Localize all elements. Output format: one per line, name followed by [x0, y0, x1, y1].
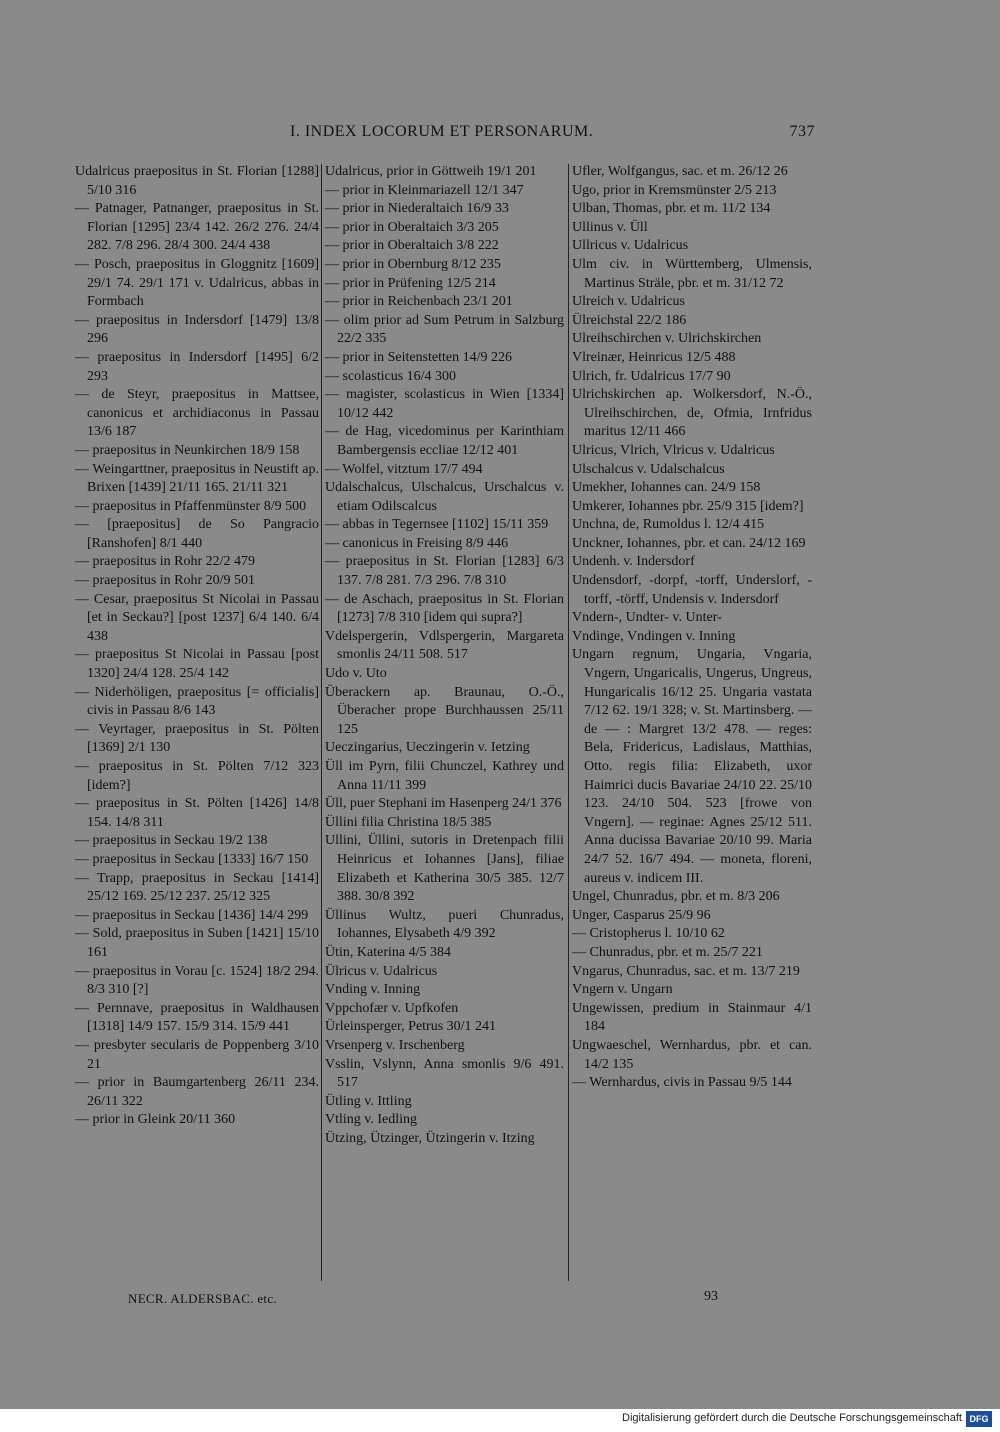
index-entry: — praepositus in Indersdorf [1495] 6/2 293 — [75, 349, 319, 384]
index-entry: Ulrichskirchen ap. Wolkersdorf, N.-Ö., Ulreihschirchen, de, Ofmia, Irnfridus maritus 12/11 466 — [572, 387, 812, 440]
index-entry: Umkerer, Iohannes pbr. 25/9 315 [idem?] — [572, 498, 804, 514]
index-entry: — prior in Obernburg 8/12 235 — [325, 256, 501, 272]
signature-mark: NECR. ALDERSBAC. etc. — [128, 1291, 277, 1306]
index-entry: — Sold, praepositus in Suben [1421] 15/10 161 — [75, 926, 319, 960]
index-entry: — Wernhardus, civis in Passau 9/5 144 — [572, 1075, 792, 1091]
index-entry: Ütin, Katerina 4/5 384 — [325, 944, 451, 960]
index-entry: Unchna, de, Rumoldus l. 12/4 415 — [572, 517, 765, 533]
column-divider — [568, 164, 569, 1281]
index-entry: — magister, scolasticus in Wien [1334] 10/12 442 — [325, 387, 564, 421]
index-entry: Vndinge, Vndingen v. Inning — [572, 628, 736, 644]
index-entry: Vtling v. Iedling — [325, 1112, 418, 1128]
index-entry: — scolasticus 16/4 300 — [325, 368, 457, 384]
index-entry: — prior in Seitenstetten 14/9 226 — [325, 349, 513, 365]
index-column-left — [75, 163, 319, 1130]
header-title: I. INDEX LOCORUM ET PERSONARUM. — [290, 123, 594, 140]
credit-bar — [0, 1409, 1000, 1432]
index-entry: — prior in Gleink 20/11 360 — [75, 1112, 236, 1128]
index-entry: — Weingarttner, praepositus in Neustift ap. Brixen [1439] 21/11 165. 21/11 321 — [75, 461, 319, 496]
index-entry: — praepositus in St. Pölten [1426] 14/8 154. 14/8 311 — [75, 796, 319, 830]
dfg-logo: DFG — [966, 1411, 992, 1427]
index-entry: — Trapp, praepositus in Seckau [1414] 25/12 169. 25/12 237. 25/12 325 — [75, 870, 319, 905]
index-entry: — olim prior ad Sum Petrum in Salzburg 22/2 335 — [325, 312, 564, 347]
funding-credit: Digitalisierung gefördert durch die Deutsche Forschungsgemeinschaft — [622, 1412, 962, 1424]
signature-number: 93 — [704, 1289, 718, 1304]
index-entry: Vndern-, Undter- v. Unter- — [572, 610, 722, 626]
index-entry: Ueczingarius, Ueczingerin v. Ietzing — [325, 740, 530, 756]
index-entry: Vnding v. Inning — [325, 982, 421, 998]
index-entry: Vppchofær v. Upfkofen — [325, 1000, 459, 1016]
index-entry: Ülreichstal 22/2 186 — [572, 312, 687, 328]
page-number: 737 — [789, 123, 815, 140]
index-entry: Vngarus, Chunradus, sac. et m. 13/7 219 — [572, 963, 800, 979]
index-entry: Ütling v. Ittling — [325, 1093, 412, 1109]
index-entry: Üll, puer Stephani im Hasenperg 24/1 376 — [325, 796, 562, 812]
running-header — [75, 123, 815, 149]
index-entry: — praepositus in Rohr 22/2 479 — [75, 554, 256, 570]
index-entry: — prior in Reichenbach 23/1 201 — [325, 294, 513, 310]
index-entry: — praepositus in Rohr 20/9 501 — [75, 573, 256, 589]
index-entry: Udalricus praepositus in St. Florian [1288] 5/10 316 — [75, 164, 319, 198]
index-entry: Vlreinær, Heinricus 12/5 488 — [572, 349, 736, 365]
index-entry: Üllinus Wultz, pueri Chunradus, Iohannes, Elysabeth 4/9 392 — [325, 907, 564, 942]
index-entry: — Cristopherus l. 10/10 62 — [572, 926, 725, 942]
index-entry: — praepositus in Seckau [1436] 14/4 299 — [75, 907, 309, 923]
index-entry: — canonicus in Freising 8/9 446 — [325, 535, 509, 551]
index-entry: Ugo, prior in Kremsmünster 2/5 213 — [572, 182, 777, 198]
index-entry: Unckner, Iohannes, pbr. et can. 24/12 169 — [572, 535, 806, 551]
index-column-middle — [325, 163, 564, 1148]
index-entry: Vngern v. Ungarn — [572, 982, 673, 998]
index-entry: — prior in Kleinmariazell 12/1 347 — [325, 182, 524, 198]
index-entry: Udalschalcus, Ulschalcus, Urschalcus v. etiam Odilscalcus — [325, 480, 564, 514]
index-entry: Ullinus v. Üll — [572, 219, 648, 235]
index-entry: — abbas in Tegernsee [1102] 15/11 359 — [325, 517, 549, 533]
index-entry: — praepositus in Seckau [1333] 16/7 150 — [75, 851, 309, 867]
index-entry: Udo v. Uto — [325, 666, 387, 682]
index-entry: — praepositus in Pfaffenmünster 8/9 500 — [75, 498, 307, 514]
index-entry: — prior in Niederaltaich 16/9 33 — [325, 201, 509, 217]
index-entry: Umekher, Iohannes can. 24/9 158 — [572, 480, 761, 496]
index-entry: — Niderhöligen, praepositus [= officialis] civis in Passau 8/6 143 — [75, 684, 319, 719]
index-entry: Ürleinsperger, Petrus 30/1 241 — [325, 1019, 497, 1035]
index-entry: Udalricus, prior in Göttweih 19/1 201 — [325, 164, 537, 179]
index-entry: — presbyter secularis de Poppenberg 3/10 21 — [75, 1037, 319, 1072]
index-entry: Ungwaeschel, Wernhardus, pbr. et can. 14/2 135 — [572, 1037, 812, 1072]
index-entry: — de Steyr, praepositus in Mattsee, canonicus et archidiaconus in Passau 13/6 187 — [75, 387, 319, 440]
index-entry: Überackern ap. Braunau, O.-Ö., Überacher prope Burchhaussen 25/11 125 — [325, 684, 564, 737]
index-entry: — praepositus in Indersdorf [1479] 13/8 296 — [75, 312, 319, 347]
index-column-right — [572, 163, 812, 1093]
column-divider — [321, 164, 322, 1281]
index-entry: — de Aschach, praepositus in St. Florian [1273] 7/8 310 [idem qui supra?] — [325, 591, 564, 626]
index-entry: Ulban, Thomas, pbr. et m. 11/2 134 — [572, 201, 771, 217]
index-entry: — de Hag, vicedominus per Karinthiam Bambergensis eccliae 12/12 401 — [325, 424, 564, 458]
index-entry: Vrsenperg v. Irschenberg — [325, 1037, 465, 1053]
index-entry: — praepositus in Vorau [c. 1524] 18/2 294. 8/3 310 [?] — [75, 963, 319, 998]
index-entry: — Cesar, praepositus St Nicolai in Passau [et in Seckau?] [post 1237] 6/4 140. 6/4 438 — [75, 591, 319, 644]
index-entry: Ungarn regnum, Ungaria, Vngaria, Vngern, Ungaricalis, Ungerus, Ungreus, Hungaricalis 16/12 25. Ungaria vastata 7/12 62. 19/1 328; v. St. Martinsberg. — de — : Margret 13/2 478. — reges: Bela, Fridericus, Ladislaus, Matthias, Otto. regis filia: Elizabeth, uxor Haimrici ducis Bavariae 24/10 22. 25/10 123. 24/10 504. 523 [frowe von Vngern]. — reginae: Agnes 25/12 511. Anna ducissa Bavariae 20/10 99. Maria 24/7 52. 16/7 494. — moneta, floreni, aureus v. indicem III. — [572, 647, 812, 886]
index-entry: Ulschalcus v. Udalschalcus — [572, 461, 725, 477]
index-entry: — Posch, praepositus in Gloggnitz [1609] 29/1 74. 29/1 171 v. Udalricus, abbas in Formbach — [75, 256, 319, 310]
index-entry: — Patnager, Patnanger, praepositus in St. Florian [1295] 23/4 142. 26/2 276. 24/4 282. 7/8 296. 28/4 300. 24/4 438 — [75, 201, 319, 254]
index-entry: Ufler, Wolfgangus, sac. et m. 26/12 26 — [572, 164, 788, 179]
index-entry: — Wolfel, vitztum 17/7 494 — [325, 461, 483, 477]
index-entry: Ützing, Ützinger, Ützingerin v. Itzing — [325, 1130, 535, 1146]
index-entry: Ülricus v. Udalricus — [325, 963, 438, 979]
index-entry: — prior in Baumgartenberg 26/11 234. 26/11 322 — [75, 1075, 319, 1109]
index-entry: Vdelspergerin, Vdlspergerin, Margareta smonlis 24/11 508. 517 — [325, 628, 564, 663]
index-entry: — prior in Oberaltaich 3/3 205 — [325, 219, 499, 235]
index-entry: Ungel, Chunradus, pbr. et m. 8/3 206 — [572, 889, 780, 905]
index-entry: Ullricus v. Udalricus — [572, 238, 689, 254]
index-entry: Üllini filia Christina 18/5 385 — [325, 814, 492, 830]
index-entry: — Chunradus, pbr. et m. 25/7 221 — [572, 944, 763, 960]
index-entry: Ulm civ. in Württemberg, Ulmensis, Martinus Sträle, pbr. et m. 31/12 72 — [572, 256, 812, 291]
index-entry: Unger, Casparus 25/9 96 — [572, 907, 711, 923]
index-entry: — [praepositus] de So Pangracio [Ranshofen] 8/1 440 — [75, 517, 319, 551]
index-entry: Vsslin, Vslynn, Anna smonlis 9/6 491. 517 — [325, 1056, 564, 1091]
index-entry: Ulreich v. Udalricus — [572, 294, 685, 310]
index-entry: Ulrich, fr. Udalricus 17/7 90 — [572, 368, 731, 384]
index-entry: Ulricus, Vlrich, Vlricus v. Udalricus — [572, 442, 775, 458]
index-entry: — Veyrtager, praepositus in St. Pölten [1369] 2/1 130 — [75, 721, 319, 756]
index-entry: — praepositus St Nicolai in Passau [post 1320] 24/4 128. 25/4 142 — [75, 647, 319, 682]
index-entry: Undensdorf, -dorpf, -torff, Underslorf, -torff, -törff, Undensis v. Indersdorf — [572, 573, 812, 607]
index-entry: — praepositus in Seckau 19/2 138 — [75, 833, 268, 849]
index-entry: — praepositus in St. Florian [1283] 6/3 137. 7/8 281. 7/3 296. 7/8 310 — [325, 554, 564, 589]
index-entry: — praepositus in St. Pölten 7/12 323 [idem?] — [75, 759, 319, 793]
index-entry: Üll im Pyrn, filii Chunczel, Kathrey und Anna 11/11 399 — [325, 759, 564, 793]
index-entry: — Pernnave, praepositus in Waldhausen [1318] 14/9 157. 15/9 314. 15/9 441 — [75, 1000, 319, 1035]
index-entry: Ulreihschirchen v. Ulrichskirchen — [572, 331, 762, 347]
index-entry: — prior in Prüfening 12/5 214 — [325, 275, 496, 291]
index-entry: — prior in Oberaltaich 3/8 222 — [325, 238, 499, 254]
index-entry: — praepositus in Neunkirchen 18/9 158 — [75, 442, 300, 458]
index-entry: Ullini, Üllini, sutoris in Dretenpach filii Heinricus et Iohannes [Jans], filiae Elizabeth et Katherina 30/5 385. 12/7 388. 30/8 392 — [325, 833, 564, 905]
index-entry: Undenh. v. Indersdorf — [572, 554, 695, 570]
index-entry: Ungewissen, predium in Stainmaur 4/1 184 — [572, 1000, 812, 1035]
